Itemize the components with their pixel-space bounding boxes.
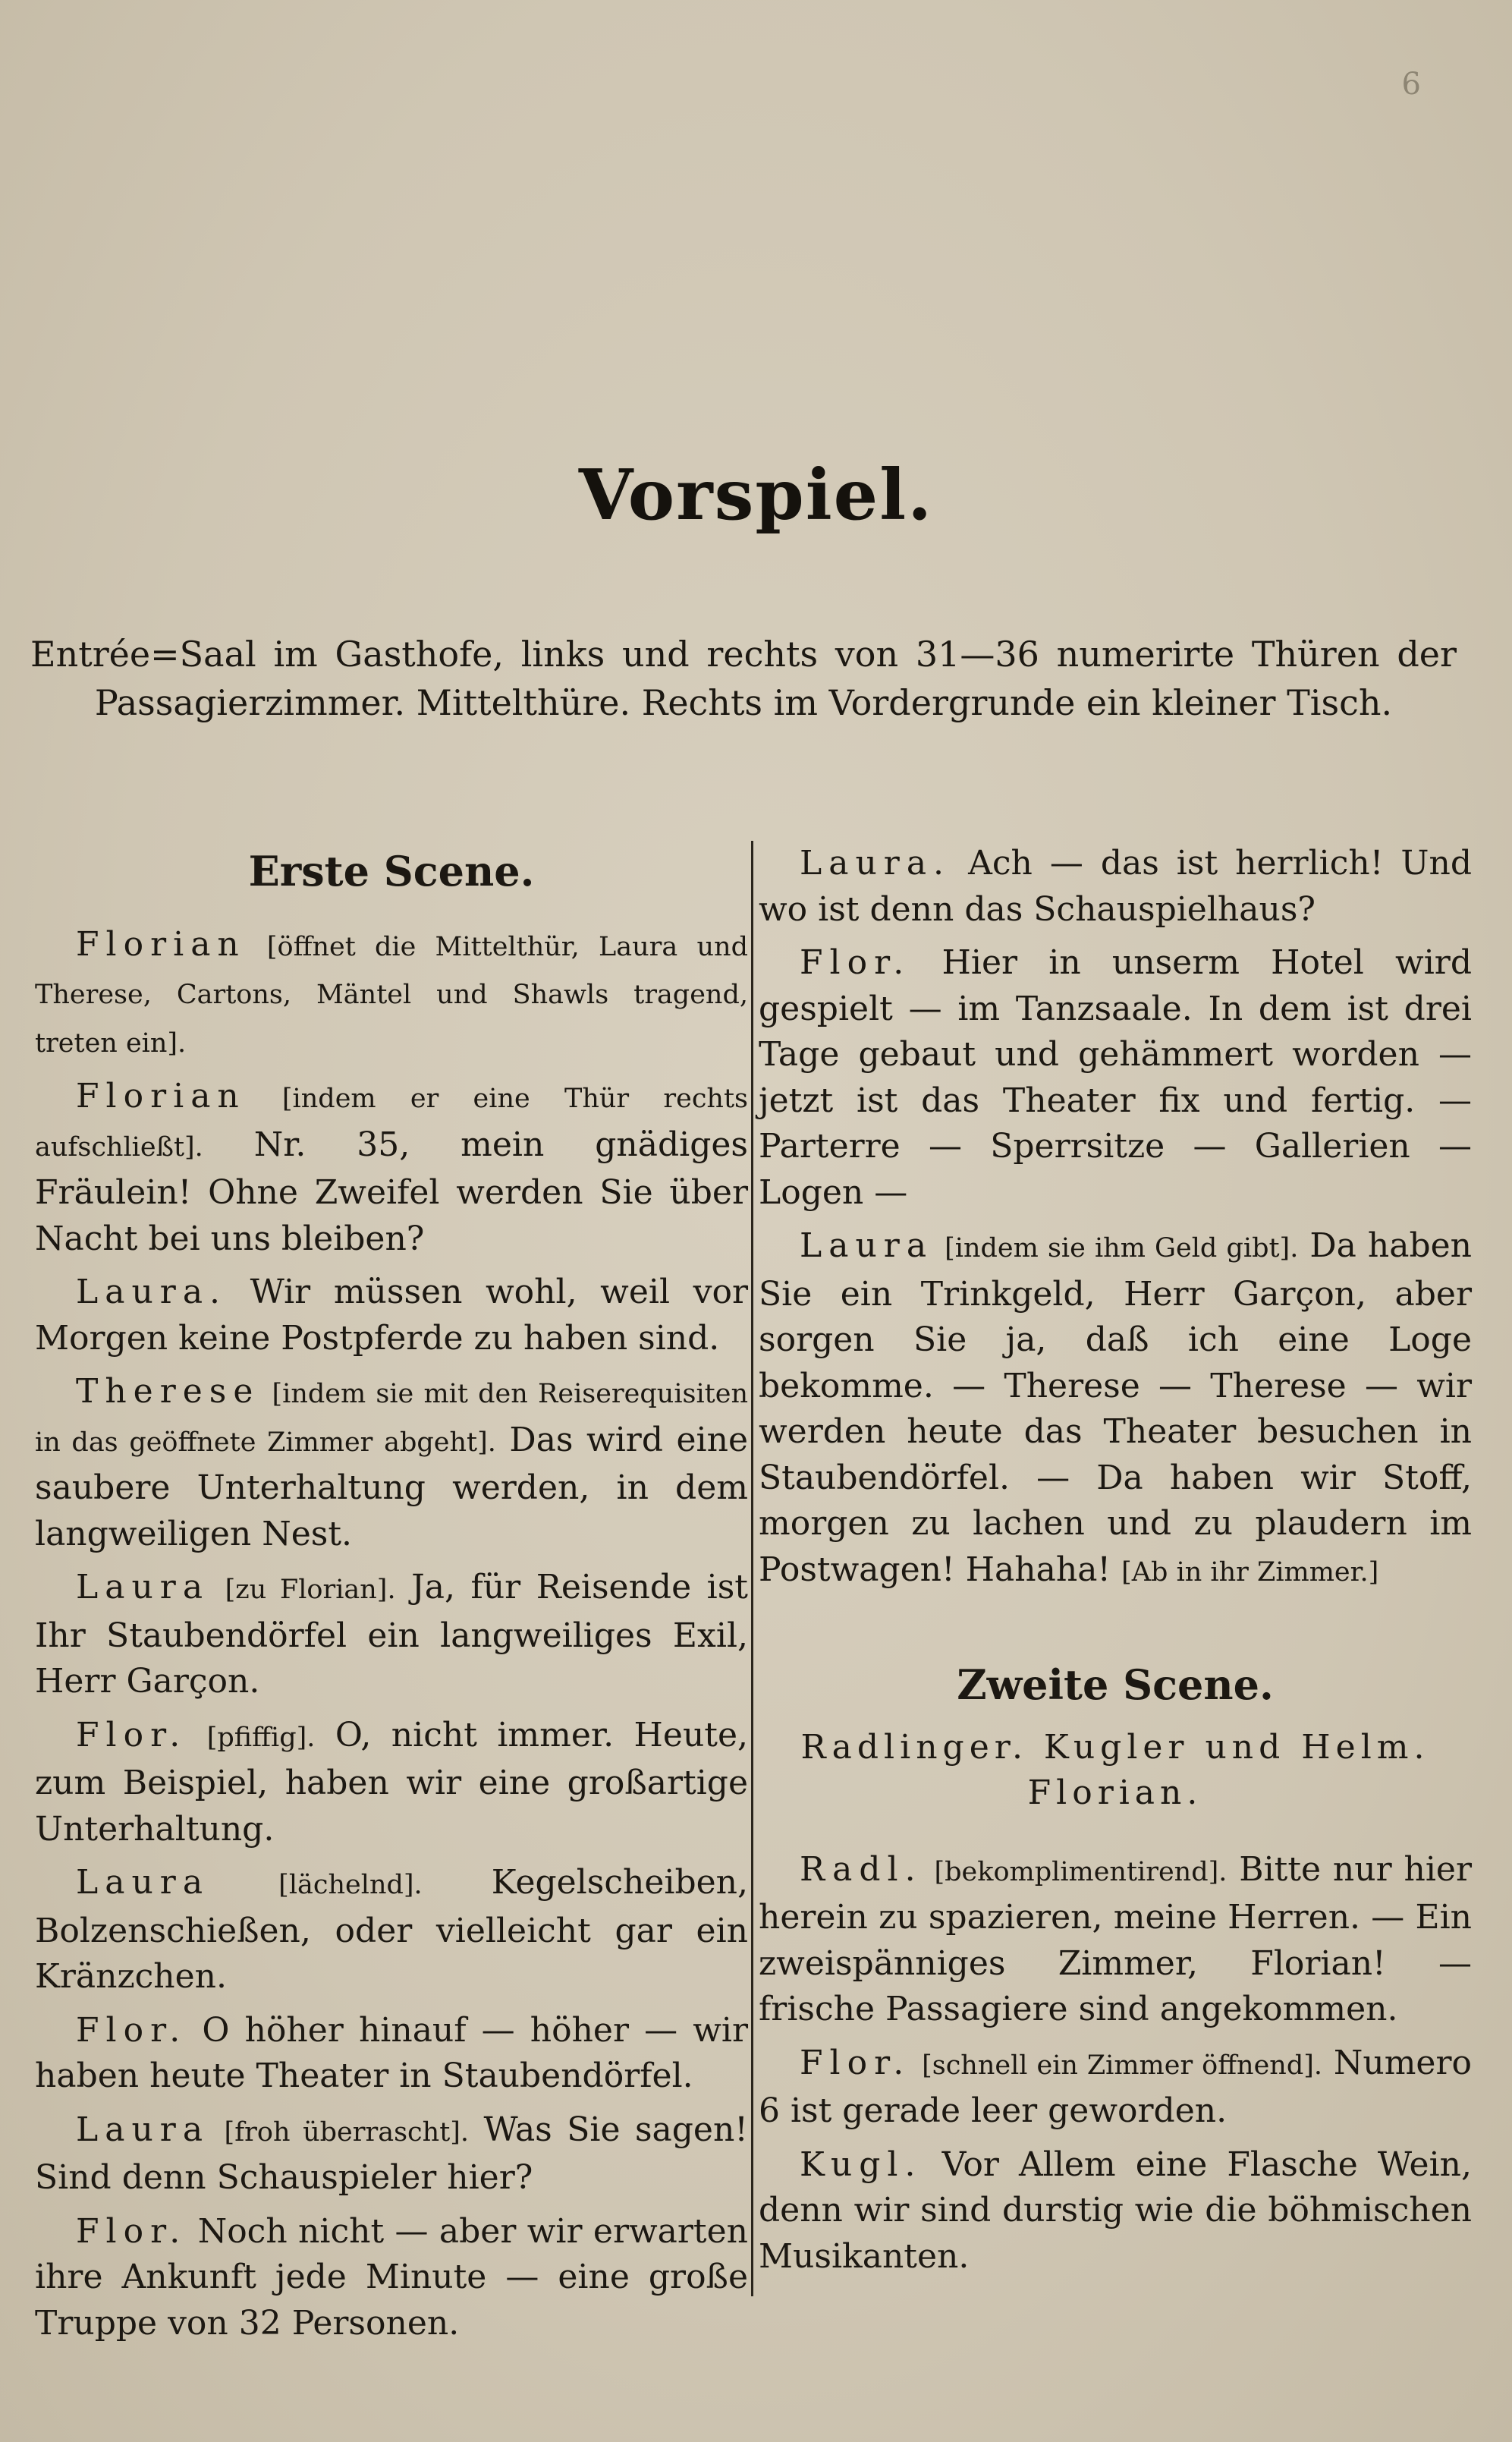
speaker-name: Kugl. bbox=[800, 2145, 923, 2184]
dialogue-text: Wir müssen wohl, weil vor Morgen keine Postpferde zu haben sind. bbox=[35, 1273, 748, 1358]
speaker-name: Flor. bbox=[76, 1715, 187, 1754]
dialogue-paragraph bbox=[759, 1223, 1472, 1595]
dialogue-text: Ja, für Reisende ist Ihr Staubendörfel ein langweiliges Exil, Herr Garçon. bbox=[35, 1568, 748, 1701]
stage-note: [schnell ein Zimmer öffnend]. bbox=[922, 2050, 1323, 2081]
scene-heading: Zweite Scene. bbox=[957, 1660, 1274, 1709]
dialogue-paragraph bbox=[759, 2142, 1472, 2280]
dialogue-paragraph bbox=[35, 1860, 748, 2000]
exit-note: [Ab in ihr Zimmer.] bbox=[1121, 1556, 1379, 1588]
dialogue-paragraph bbox=[759, 1847, 1472, 2033]
speaker-name: Flor. bbox=[800, 2043, 911, 2082]
dialogue-paragraph bbox=[35, 1565, 748, 1705]
stage-note: [lächelnd]. bbox=[278, 1870, 423, 1900]
speaker-name: Florian bbox=[76, 924, 246, 964]
speaker-name: Laura bbox=[76, 1863, 210, 1902]
dialogue-paragraph bbox=[35, 1369, 748, 1557]
scene-heading: Erste Scene. bbox=[248, 847, 535, 895]
speaker-name: Laura bbox=[76, 1568, 210, 1606]
speaker-name: Laura. bbox=[76, 1273, 228, 1311]
dialogue-text: Da haben Sie ein Trinkgeld, Herr Garçon, aber sorgen Sie ja, daß ich eine Loge bekomme. — Therese — Therese — wir werden heute das Theater besuchen in Staubendörfel. — Da haben wir Stoff, morgen zu lachen und zu plaudern im Postwagen! Hahaha! bbox=[759, 1226, 1472, 1589]
dialogue-text: Vor Allem eine Flasche Wein, denn wir sind durstig wie die böhmischen Musikanten. bbox=[759, 2145, 1472, 2276]
stage-note: [öffnet die Mittelthür, Laura und Therese, Cartons, Mäntel und Shawls tragend, treten ein]. bbox=[35, 931, 748, 1059]
dialogue-paragraph bbox=[35, 2107, 748, 2201]
dialogue-paragraph bbox=[759, 841, 1472, 933]
dialogue-paragraph bbox=[35, 1074, 748, 1262]
dialogue-text: Ach — das ist herrlich! Und wo ist denn das Schauspielhaus? bbox=[759, 844, 1472, 929]
stage-note: [pfiffig]. bbox=[206, 1722, 316, 1753]
stage-note: [bekomplimentirend]. bbox=[934, 1856, 1228, 1887]
speaker-name: Florian bbox=[76, 1077, 246, 1116]
stage-note: [indem er eine Thür rechts aufschließt]. bbox=[35, 1084, 748, 1163]
page-number: 6 bbox=[1401, 67, 1421, 102]
speaker-name: Flor. bbox=[76, 2010, 187, 2050]
column-divider bbox=[751, 841, 753, 2296]
speaker-name: Flor. bbox=[800, 943, 911, 982]
dialogue-paragraph bbox=[35, 2008, 748, 2100]
dialogue-paragraph bbox=[759, 2041, 1472, 2135]
page-title: Vorspiel. bbox=[578, 454, 934, 536]
dialogue-paragraph bbox=[35, 1713, 748, 1853]
speaker-name: Radl. bbox=[800, 1849, 923, 1889]
speaker-name: Laura bbox=[76, 2110, 210, 2149]
dialogue-paragraph bbox=[35, 922, 748, 1067]
dialogue-text: Numero 6 ist gerade leer geworden. bbox=[759, 2043, 1472, 2130]
dialogue-text: Nr. 35, mein gnädiges Fräulein! Ohne Zweifel werden Sie über Nacht bei uns bleiben? bbox=[35, 1125, 748, 1258]
dialogue-text: Hier in unserm Hotel wird gespielt — im Tanzsaale. In dem ist drei Tage gebaut und gehämmert worden — jetzt ist das Theater fix und fertig. — Parterre — Sperrsitze — Gallerien — Logen — bbox=[759, 943, 1472, 1212]
dialogue-text: Kegelscheiben, Bolzenschießen, oder vielleicht gar ein Kränzchen. bbox=[35, 1863, 748, 1996]
dialogue-paragraph bbox=[35, 1270, 748, 1361]
dialogue-text: Das wird eine saubere Unterhaltung werden, in dem langweiligen Nest. bbox=[35, 1420, 749, 1553]
dialogue-text: Bitte nur hier herein zu spazieren, meine Herren. — Ein zweispänniges Zimmer, Florian! — frische Passagiere sind angekommen. bbox=[759, 1849, 1472, 2028]
dialogue-paragraph bbox=[759, 940, 1472, 1216]
dialogue-text: Noch nicht — aber wir erwarten ihre Ankunft jede Minute — eine große Truppe von 32 Personen. bbox=[35, 2211, 748, 2343]
stage-direction: Entrée=Saal im Gasthofe, links und rechts von 31—36 numerirte Thüren der Passagierzimmer. Mittelthüre. Rechts im Vordergrunde ein kleiner Tisch. bbox=[30, 634, 1457, 723]
stage-note: [froh überrascht]. bbox=[224, 2116, 470, 2148]
stage-note: [indem sie ihm Geld gibt]. bbox=[945, 1233, 1299, 1263]
dialogue-paragraph bbox=[35, 2209, 748, 2347]
speaker-name: Flor. bbox=[76, 2211, 187, 2251]
stage-note: [indem sie mit den Reiserequisiten in das geöffnete Zimmer abgeht]. bbox=[35, 1379, 748, 1458]
speaker-name: Therese bbox=[76, 1372, 260, 1411]
dialogue-text: Was Sie sagen! Sind denn Schauspieler hier? bbox=[35, 2110, 748, 2197]
left-column bbox=[35, 841, 748, 2354]
dialogue-text: O, nicht immer. Heute, zum Beispiel, haben wir eine großartige Unterhaltung. bbox=[35, 1715, 748, 1849]
cast-list: Radlinger. Kugler und Helm. Florian. bbox=[800, 1727, 1430, 1812]
speaker-name: Laura. bbox=[800, 844, 951, 883]
right-column bbox=[759, 841, 1472, 2287]
dialogue-text: O höher hinauf — höher — wir haben heute Theater in Staubendörfel. bbox=[35, 2010, 748, 2095]
stage-note: [zu Florian]. bbox=[225, 1575, 396, 1605]
speaker-name: Laura bbox=[800, 1226, 934, 1265]
